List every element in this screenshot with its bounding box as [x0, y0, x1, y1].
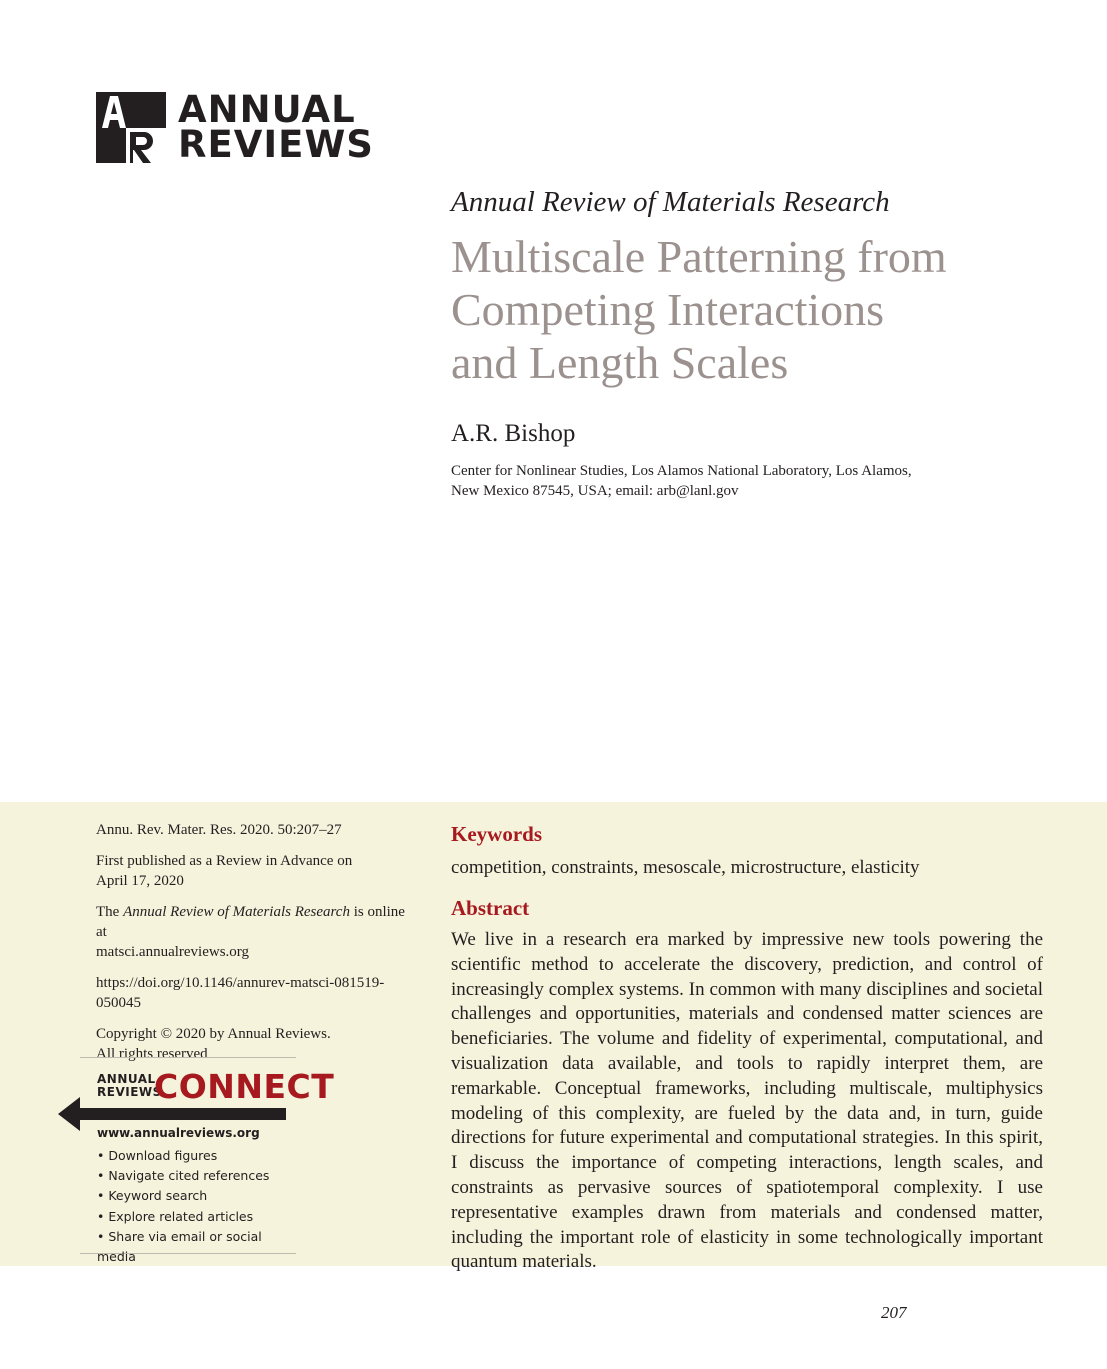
article-title [451, 230, 1051, 389]
abstract-section [451, 820, 1043, 1275]
first-published-line-2: April 17, 2020 [96, 873, 184, 889]
abstract-heading: Abstract [451, 896, 530, 920]
connect-url[interactable]: www.annualreviews.org [97, 1126, 260, 1140]
doi-line-1: https://doi.org/10.1146/annurev-matsci-081519- [96, 975, 385, 991]
title-line-3: and Length Scales [451, 337, 789, 388]
connect-small-line-2: REVIEWS [97, 1085, 162, 1099]
list-item: • Explore related articles [97, 1208, 254, 1224]
doi[interactable] [96, 973, 416, 1013]
citation: Annu. Rev. Mater. Res. 2020. 50:207–27 [96, 822, 342, 838]
journal-name: Annual Review of Materials Research [451, 186, 890, 218]
logo-line-1: ANNUAL [178, 88, 356, 131]
copyright-line-2: All rights reserved [96, 1046, 208, 1062]
abstract-text: We live in a research era marked by impressive new tools powering the scientific method to accelerate the discovery, prediction, and control of increasingly complex systems. In common with many disciplines and societal challenges and opportunities, materials and condensed matter sciences are beneficiaries. The volume and fidelity of experimental, computational, and visualization data available, and tools to rapidly interpret them, are remarkable. Conceptual frameworks, including multiscale, multiphysics modeling of this complexity, are fueled by the data and, in turn, guide directions for future experimental and computational strategies. In this spirit, I discuss the importance of competing interactions, length scales, and constraints as pervasive sources of spatiotemporal complexity. I use representative examples drawn from materials and condensed matter, including the important role of elasticity in some technologically important quantum materials. [451, 929, 1043, 1273]
connect-title: CONNECT [154, 1067, 335, 1106]
ar-logo-mark [96, 92, 166, 163]
first-published [96, 851, 416, 891]
author-affiliation [451, 461, 971, 501]
online-pre: The [96, 904, 124, 920]
connect-small-logo [97, 1073, 162, 1099]
keywords-list: competition, constraints, mesoscale, microstructure, elasticity [451, 857, 920, 878]
first-published-line-1: First published as a Review in Advance on [96, 853, 353, 869]
title-line-2: Competing Interactions [451, 284, 885, 335]
publication-info [96, 820, 416, 1075]
connect-small-line-1: ANNUAL [97, 1072, 156, 1086]
logo-wordmark [178, 88, 374, 166]
affiliation-line-1: Center for Nonlinear Studies, Los Alamos National Laboratory, Los Alamos, [451, 463, 912, 479]
list-item: • Download figures [97, 1148, 218, 1163]
list-item: • Navigate cited references [97, 1168, 270, 1184]
keywords-heading: Keywords [451, 822, 542, 846]
annual-reviews-connect-box [80, 1057, 335, 1265]
online-post: is online at [96, 904, 405, 940]
list-item: • Keyword search [97, 1188, 208, 1204]
online-journal: Annual Review of Materials Research [123, 904, 350, 920]
author-name: A.R. Bishop [451, 420, 576, 447]
connect-features [97, 1146, 296, 1267]
online-info [96, 902, 416, 962]
doi-line-2: 050045 [96, 995, 141, 1011]
copyright-line-1: Copyright © 2020 by Annual Reviews. [96, 1026, 331, 1042]
page-number: 207 [881, 1303, 907, 1322]
list-item: • Share via email or social media [97, 1228, 262, 1265]
affiliation-line-2: New Mexico 87545, USA; email: arb@lanl.gov [451, 483, 739, 499]
title-line-1: Multiscale Patterning from [451, 231, 947, 282]
logo-line-2: REVIEWS [178, 123, 374, 166]
online-site[interactable]: matsci.annualreviews.org [96, 944, 250, 960]
annual-reviews-logo [96, 88, 374, 166]
